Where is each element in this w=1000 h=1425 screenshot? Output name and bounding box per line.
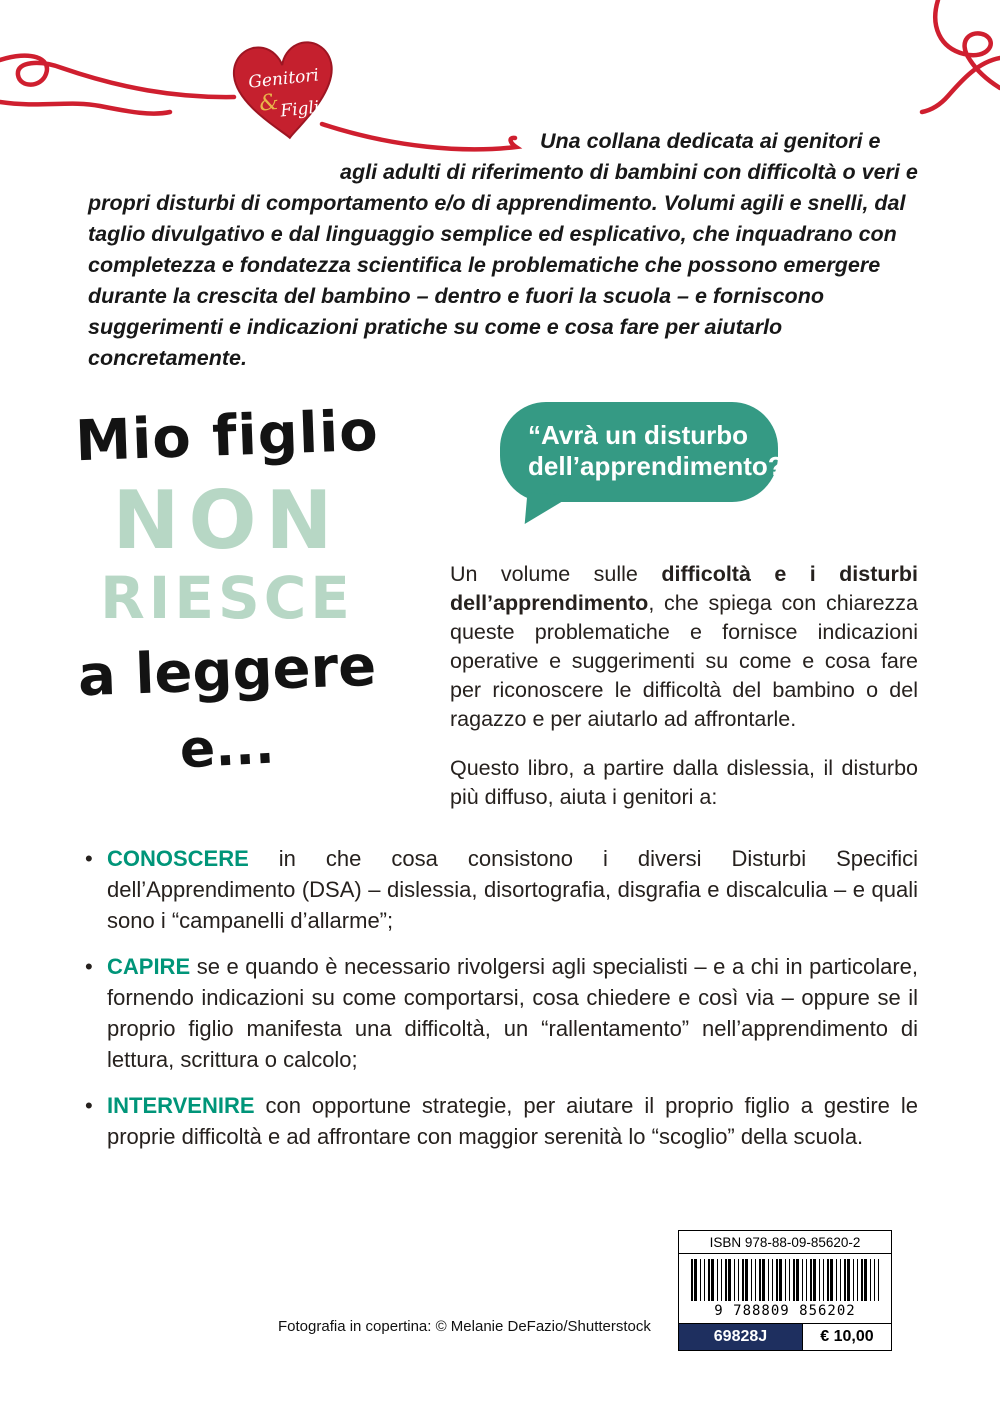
photo-credit: Fotografia in copertina: © Melanie DeFazio/Shutterstock	[278, 1318, 651, 1335]
price-row	[679, 1323, 891, 1350]
description-part-bold: difficoltà e i disturbi dell’apprendimento	[450, 562, 919, 615]
book-title	[62, 398, 392, 781]
bullet-text: se e quando è necessario rivolgersi agli specialisti – e a chi in particolare, fornendo indicazioni su come comportarsi, cosa chiedere e così via – oppure se il proprio figlio manifesta una difficoltà, un “rallentamento” nell’apprendimento di lettura, scrittura o calcolo;	[107, 954, 918, 1072]
intro-indent-spacer	[88, 126, 540, 157]
logo-word-figli: Figli	[279, 97, 321, 122]
bullet-keyword: CAPIRE	[107, 954, 191, 979]
title-line-4: a leggere	[76, 633, 378, 710]
description-paragraph	[450, 560, 918, 734]
price-label: € 10,00	[802, 1324, 891, 1350]
ribbon-left-icon	[0, 56, 234, 97]
title-line-5: e...	[178, 715, 276, 781]
speech-bubble	[500, 402, 797, 502]
feature-bullets	[85, 843, 918, 1167]
description-part-3: , che spiega con chiarezza queste problematiche e fornisce indicazioni operative e suggerimenti su come e cosa fare per riconoscere le difficoltà del bambino o del ragazzo e per aiutarlo ad affrontarle.	[450, 591, 918, 731]
isbn-label: ISBN 978-88-09-85620-2	[679, 1231, 891, 1254]
product-code-badge: 69828J	[679, 1324, 802, 1350]
series-intro	[88, 126, 918, 374]
barcode-digits: 9 788809 856202	[714, 1303, 856, 1319]
speech-bubble-tail-icon	[525, 492, 572, 528]
speech-bubble-text: “Avrà un disturbo dell’apprendimento?”	[528, 420, 797, 481]
title-line-1: Mio figlio	[74, 398, 380, 475]
barcode-panel	[678, 1230, 892, 1351]
bullet-keyword: INTERVENIRE	[107, 1093, 255, 1118]
bullet-text: con opportune strategie, per aiutare il proprio figlio a gestire le proprie difficoltà e ad affrontare con maggior serenità lo “scoglio” della scuola.	[107, 1093, 918, 1149]
title-line-2: NON	[112, 474, 342, 567]
bullet-dot-icon: •	[85, 954, 93, 979]
bullet-item	[85, 1090, 918, 1152]
bullet-dot-icon: •	[85, 1093, 93, 1118]
bullet-item	[85, 843, 918, 936]
barcode-icon	[691, 1259, 879, 1301]
intro-indent-spacer	[88, 157, 340, 188]
series-description: Una collana dedicata ai genitori e agli adulti di riferimento di bambini con difficoltà o veri e propri disturbi di comportamento e/o di apprendimento. Volumi agili e snelli, dal taglio divulgativo e dal linguaggio semplice ed esplicativo, che inquadrano con completezza e fondatezza scientifica le problematiche che possono emergere durante la crescita del bambino – dentro e fuori la scuola – e forniscono suggerimenti e indicazioni pratiche su come e cosa fare per aiutarlo concretamente.	[88, 129, 918, 370]
bullet-item	[85, 951, 918, 1075]
bullet-text: in che cosa consistono i diversi Disturbi Specifici dell’Apprendimento (DSA) – dislessia, disortografia, disgrafia e discalculia – e quali sono i “campanelli d’allarme”;	[107, 846, 918, 933]
logo-word-genitori: Genitori	[247, 65, 320, 93]
lead-in-paragraph: Questo libro, a partire dalla dislessia, il disturbo più diffuso, aiuta i genitori a:	[450, 756, 918, 809]
title-line-3: RIESCE	[100, 564, 354, 632]
description-column	[450, 560, 918, 812]
bullet-keyword: CONOSCERE	[107, 846, 249, 871]
bullet-dot-icon: •	[85, 846, 93, 871]
logo-ampersand: &	[258, 89, 281, 117]
ribbon-right-2-icon	[922, 58, 1000, 112]
description-part-1: Un volume sulle	[450, 562, 662, 586]
ribbon-left-2-icon	[0, 102, 170, 114]
